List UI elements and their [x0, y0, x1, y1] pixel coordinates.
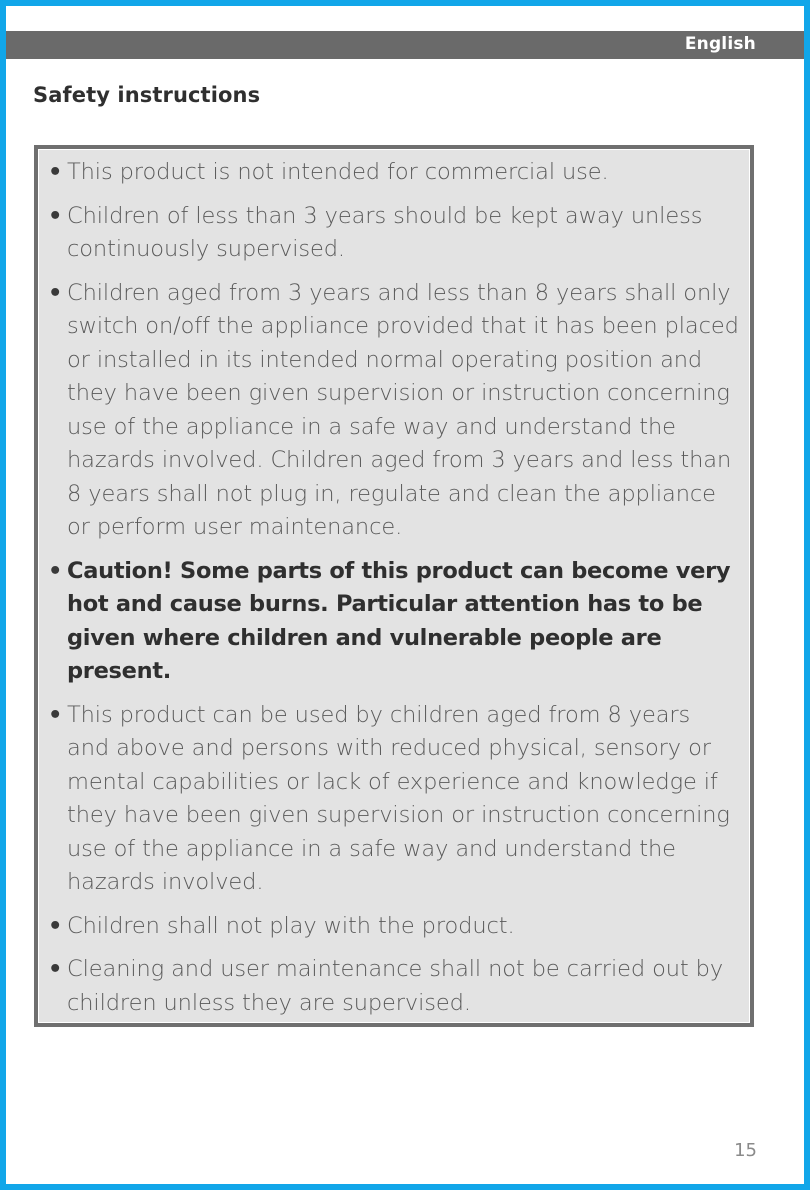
- safety-item-no-play: • Children shall not play with the product.: [39, 910, 749, 944]
- safety-instructions-box: [34, 145, 754, 1027]
- safety-item-children-over-8: • This product can be used by children aged from 8 years and above and persons with reduced physical, sensory or mental capabilities or lack of experience and knowledge if they have been given supervision or instruction concerning use of the appliance in a safe way and understand the hazards involved.: [39, 699, 749, 900]
- safety-item-children-under-3: • Children of less than 3 years should be kept away unless continuously supervised.: [39, 200, 749, 267]
- safety-instructions-box-inner: [38, 149, 750, 1023]
- language-label: English: [684, 34, 756, 54]
- safety-item-children-3-to-8: • Children aged from 3 years and less than 8 years shall only switch on/off the appliance provided that it has been placed or installed in its intended normal operating position and they have been given supervision or instruction concerning use of the appliance in a safe way and understand the hazards involved. Children aged from 3 years and less than 8 years shall not plug in, regulate and clean the appliance or perform user maintenance.: [39, 277, 749, 545]
- safety-instructions-list: [39, 156, 749, 1020]
- page-number: 15: [734, 1140, 757, 1161]
- safety-item-caution-hot-parts: • Caution! Some parts of this product can become very hot and cause burns. Particular attention has to be given where children and vulnerable people are present.: [39, 555, 749, 689]
- safety-item-commercial-use: • This product is not intended for commercial use.: [39, 156, 749, 190]
- language-header-bar: [6, 31, 804, 59]
- section-title: Safety instructions: [33, 83, 261, 107]
- safety-item-cleaning-maintenance: • Cleaning and user maintenance shall not be carried out by children unless they are supervised.: [39, 953, 749, 1020]
